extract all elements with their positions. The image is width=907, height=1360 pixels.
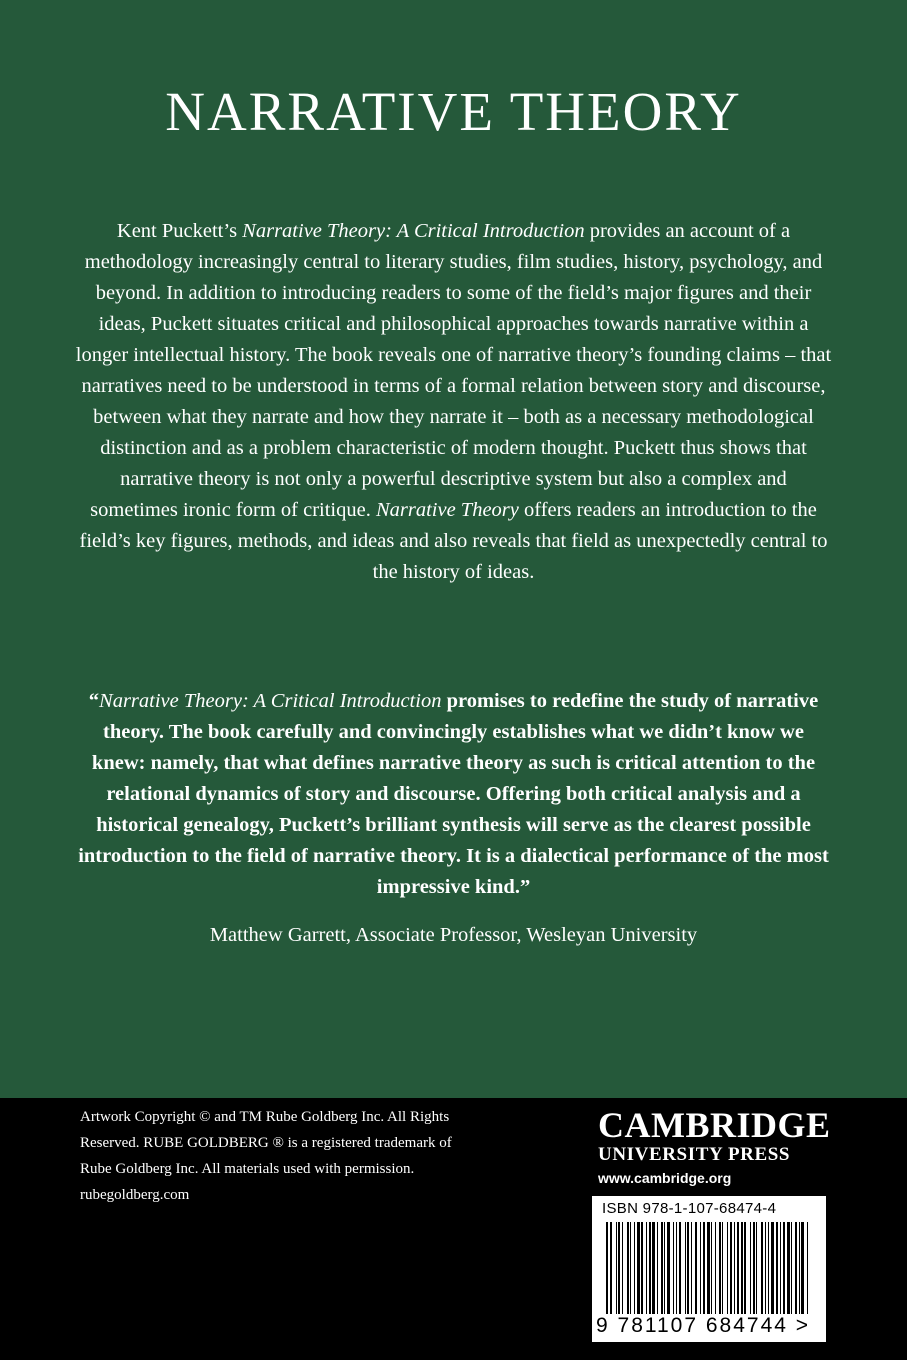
- footer-band: [0, 1098, 907, 1360]
- barcode-bar: [771, 1222, 774, 1314]
- barcode-bar: [761, 1222, 763, 1314]
- barcode-bar: [787, 1222, 790, 1314]
- barcode-bar: [730, 1222, 732, 1314]
- barcode-bar: [687, 1222, 689, 1314]
- blurb-text-3: offers readers an introduction to the field’s key figures, methods, and ideas and also reveals that field as unexpectedly central to the history of ideas.: [79, 499, 828, 583]
- publisher-logo: [598, 1105, 831, 1190]
- quote-open-mark: “: [88, 690, 100, 712]
- barcode-bar: [618, 1222, 620, 1314]
- barcode-bar: [734, 1222, 735, 1314]
- barcode-bar: [661, 1222, 663, 1314]
- barcode-bar: [765, 1222, 766, 1314]
- barcode-bar: [703, 1222, 705, 1314]
- blurb-text-1: Kent Puckett’s: [116, 220, 243, 242]
- barcode-bar: [634, 1222, 635, 1314]
- publisher-url: www.cambridge.org: [598, 1170, 732, 1186]
- barcode-bar: [795, 1222, 797, 1314]
- barcode-bar: [679, 1222, 681, 1314]
- publisher-press: UNIVERSITY PRESS: [598, 1144, 791, 1165]
- barcode-bar: [807, 1222, 808, 1314]
- barcode-bar: [700, 1222, 701, 1314]
- isbn-barcode-box: [592, 1196, 826, 1342]
- barcode-bar: [711, 1222, 712, 1314]
- barcode-bar: [722, 1222, 723, 1314]
- barcode-bar: [606, 1222, 608, 1314]
- barcode-bar: [719, 1222, 721, 1314]
- barcode-bar: [676, 1222, 677, 1314]
- barcode-bar: [707, 1222, 710, 1314]
- endorsement-attribution: Matthew Garrett, Associate Professor, Wesleyan University: [209, 924, 698, 946]
- barcode-bar: [641, 1222, 643, 1314]
- barcode-bar: [768, 1222, 769, 1314]
- barcode-bar: [664, 1222, 665, 1314]
- artwork-credits: Artwork Copyright © and TM Rube Goldberg Inc. All Rights Reserved. RUBE GOLDBERG ® is a registered trademark of Rube Goldberg Inc. All materials used with permission. rubegoldberg.com: [80, 1109, 452, 1203]
- barcode-bar: [783, 1222, 785, 1314]
- barcode-bar: [616, 1222, 617, 1314]
- blurb-book-title-short: Narrative Theory: [375, 499, 519, 521]
- quote-book-title: Narrative Theory: A Critical Introduction: [99, 690, 442, 712]
- barcode-bar: [756, 1222, 757, 1314]
- barcode-bar: [627, 1222, 629, 1314]
- barcode-bar: [727, 1222, 728, 1314]
- barcode-bar: [741, 1222, 743, 1314]
- quote-text: promises to redefine the study of narrative theory. The book carefully and convincingly establishes what we didn’t know we knew: namely, that what defines narrative theory as such is critical attention to the relational dynamics of story and discourse. Offering both critical analysis and a historical genealogy, Puckett’s brilliant synthesis will serve as the clearest possible introduction to the field of narrative theory. It is a dialectical performance of the most impressive kind.”: [78, 690, 829, 898]
- barcode-bar: [667, 1222, 670, 1314]
- barcode-bar: [753, 1222, 755, 1314]
- barcode: [606, 1222, 812, 1314]
- book-description: [75, 216, 832, 588]
- barcode-bar: [630, 1222, 631, 1314]
- barcode-bar: [637, 1222, 640, 1314]
- barcode-bar: [750, 1222, 751, 1314]
- barcode-bar: [691, 1222, 692, 1314]
- endorsement-quote: [75, 686, 832, 903]
- publisher-name: CAMBRIDGE: [598, 1105, 831, 1145]
- book-title: NARRATIVE THEORY: [165, 81, 742, 142]
- barcode-bar: [737, 1222, 739, 1314]
- barcode-bar: [799, 1222, 800, 1314]
- barcode-bar: [622, 1222, 623, 1314]
- barcode-bar: [646, 1222, 647, 1314]
- barcode-bar: [715, 1222, 716, 1314]
- blurb-book-title: Narrative Theory: A Critical Introduction: [242, 220, 585, 242]
- barcode-bar: [780, 1222, 781, 1314]
- barcode-bar: [791, 1222, 792, 1314]
- barcode-bar: [652, 1222, 655, 1314]
- barcode-bar: [610, 1222, 612, 1314]
- barcode-bar: [776, 1222, 778, 1314]
- barcode-bar: [744, 1222, 746, 1314]
- barcode-number: 9 781107 684744 >: [596, 1314, 811, 1337]
- barcode-bar: [657, 1222, 658, 1314]
- barcode-bar: [673, 1222, 674, 1314]
- barcode-bar: [695, 1222, 697, 1314]
- barcode-bar: [801, 1222, 804, 1314]
- barcode-bar: [685, 1222, 686, 1314]
- barcode-bar: [649, 1222, 651, 1314]
- isbn-label: ISBN 978-1-107-68474-4: [602, 1200, 777, 1217]
- blurb-text-2: provides an account of a methodology increasingly central to literary studies, film studies, history, psychology, and beyond. In addition to introducing readers to some of the field’s major figures and their ideas, Puckett situates critical and philosophical approaches towards narrative within a longer intellectual history. The book reveals one of narrative theory’s founding claims – that narratives need to be understood in terms of a formal relation between story and discourse, between what they narrate and how they narrate it – both as a necessary methodological distinction and as a problem characteristic of modern thought. Puckett thus shows that narrative theory is not only a powerful descriptive system but also a complex and sometimes ironic form of critique.: [75, 220, 832, 521]
